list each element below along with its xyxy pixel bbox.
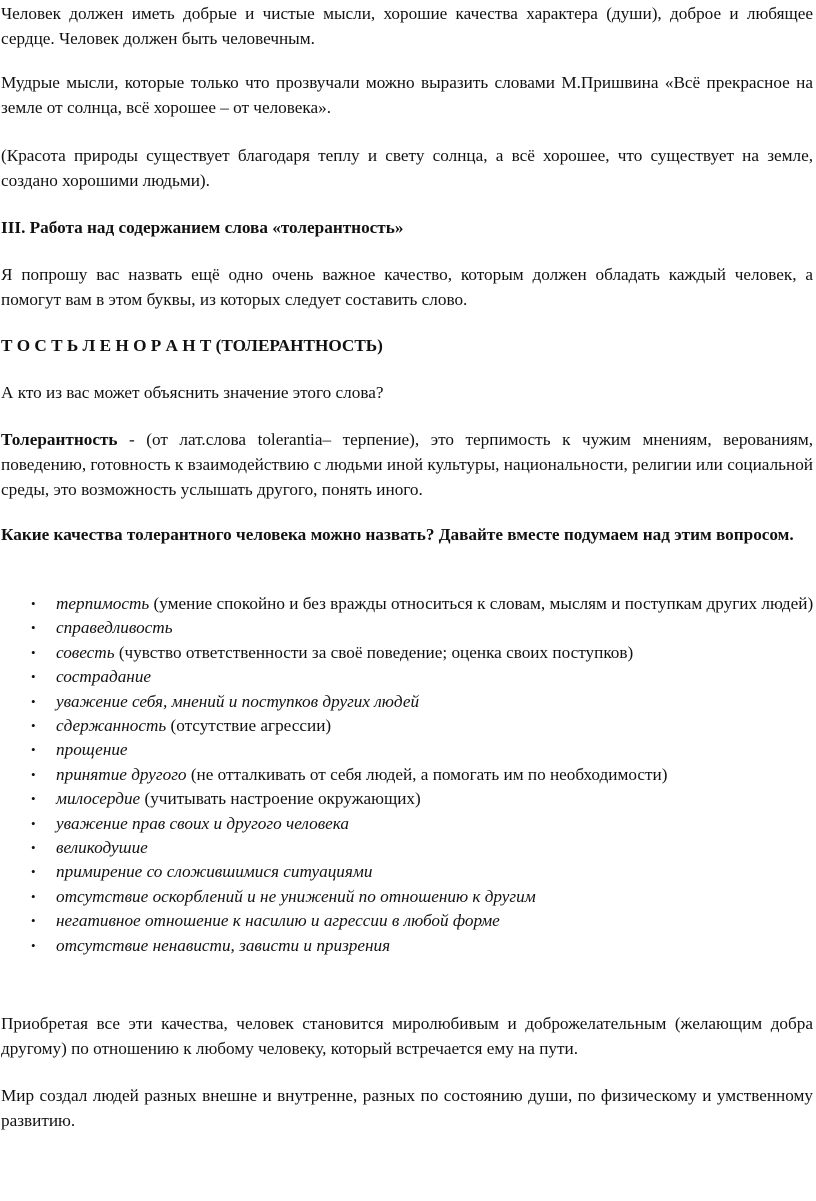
definition-text: - (от лат.слова tolerantia– терпение), это терпимость к чужим мнениям, верованиям, поведению, готовность к взаимодействию с людьми иной культуры, национальности, религии или социальной среды, это возможность услышать другого, понять иного.: [1, 430, 813, 499]
quality-note: (учитывать настроение окружающих): [140, 789, 421, 809]
bullet-icon: •: [31, 791, 36, 807]
quality-term: негативное отношение к насилию и агрессии в любой форме: [56, 911, 500, 931]
list-item: [0, 665, 814, 689]
quality-term: уважение себя, мнений и поступков других людей: [56, 691, 420, 711]
quality-term: примирение со сложившимися ситуациями: [56, 862, 373, 882]
bullet-icon: •: [31, 742, 36, 758]
list-item: [0, 690, 814, 714]
quality-term: справедливость: [56, 618, 173, 638]
paragraph-question: А кто из вас может объяснить значение этого слова?: [1, 383, 384, 402]
list-item: [0, 934, 814, 958]
quality-note: (умение спокойно и без вражды относиться к словам, мыслям и поступкам других людей): [149, 594, 814, 613]
list-item: [0, 860, 814, 884]
paragraph-peaceful-person: Приобретая все эти качества, человек становится миролюбивым и доброжелательным (желающим добра другому) по отношению к любому человеку, который встречается ему на пути.: [1, 1014, 813, 1058]
quality-note: (отсутствие агрессии): [166, 716, 332, 736]
bullet-icon: •: [31, 864, 36, 880]
bullet-icon: •: [31, 718, 36, 734]
bullet-icon: •: [31, 913, 36, 929]
list-item: [0, 616, 814, 640]
quality-term: отсутствие ненависти, зависти и призрения: [56, 935, 391, 955]
scrambled-letters: Т О С Т Ь Л Е Н О Р А Н Т (ТОЛЕРАНТНОСТЬ): [1, 336, 383, 355]
quality-note: (не отталкивать от себя людей, а помогать им по необходимости): [186, 764, 668, 784]
quality-term: прощение: [56, 740, 128, 760]
list-item: [0, 641, 814, 665]
bullet-icon: •: [31, 888, 36, 904]
bullet-icon: •: [31, 766, 36, 782]
section-heading-tolerance: III. Работа над содержанием слова «толерантность»: [1, 218, 404, 237]
paragraph-nature-beauty: (Красота природы существует благодаря теплу и свету солнца, а всё хорошее, что существует на земле, создано хорошими людьми).: [1, 146, 813, 190]
paragraph-word-task: Я попрошу вас назвать ещё одно очень важное качество, которым должен обладать каждый человек, а помогут вам в этом буквы, из которых следует составить слово.: [1, 265, 813, 309]
list-item: [0, 738, 814, 762]
quality-term: совесть: [56, 642, 115, 662]
bullet-icon: •: [31, 693, 36, 709]
quality-term: принятие другого: [56, 764, 187, 784]
definition-term: Толерантность: [1, 430, 118, 449]
list-item: [0, 714, 814, 738]
quality-term: уважение прав своих и другого человека: [56, 813, 349, 833]
quality-term: сдержанность: [56, 716, 167, 736]
bullet-icon: •: [31, 840, 36, 856]
list-item: [0, 885, 814, 909]
paragraph-prishvin-quote: Мудрые мысли, которые только что прозвучали можно выразить словами М.Пришвина «Всё прекрасное на земле от солнца, всё хорошее – от человека».: [1, 73, 813, 117]
quality-term: отсутствие оскорблений и не унижений по отношению к другим: [56, 886, 536, 906]
quality-term: терпимость: [56, 594, 150, 613]
qualities-list: [0, 592, 814, 958]
list-item: [0, 836, 814, 860]
bullet-icon: •: [31, 644, 36, 660]
quality-term: милосердие: [56, 789, 141, 809]
bullet-icon: •: [31, 937, 36, 953]
list-item: [0, 592, 814, 616]
list-item: [0, 812, 814, 836]
list-item: [0, 763, 814, 787]
paragraph-world-people: Мир создал людей разных внешне и внутренне, разных по состоянию души, по физическому и умственному развитию.: [1, 1086, 813, 1130]
quality-term: великодушие: [56, 838, 148, 858]
list-item: [0, 787, 814, 811]
paragraph-definition: [1, 427, 813, 502]
paragraph-qualities-prompt: Какие качества толерантного человека можно назвать? Давайте вместе подумаем над этим вопросом.: [1, 525, 794, 544]
bullet-icon: •: [31, 596, 36, 611]
bullet-icon: •: [31, 620, 36, 636]
quality-note: (чувство ответственности за своё поведение; оценка своих поступков): [114, 642, 634, 662]
paragraph-good-thoughts: Человек должен иметь добрые и чистые мысли, хорошие качества характера (души), доброе и любящее сердце. Человек должен быть человечным.: [1, 4, 813, 48]
bullet-icon: •: [31, 669, 36, 685]
bullet-icon: •: [31, 815, 36, 831]
quality-term: сострадание: [56, 667, 152, 687]
list-item: [0, 909, 814, 933]
